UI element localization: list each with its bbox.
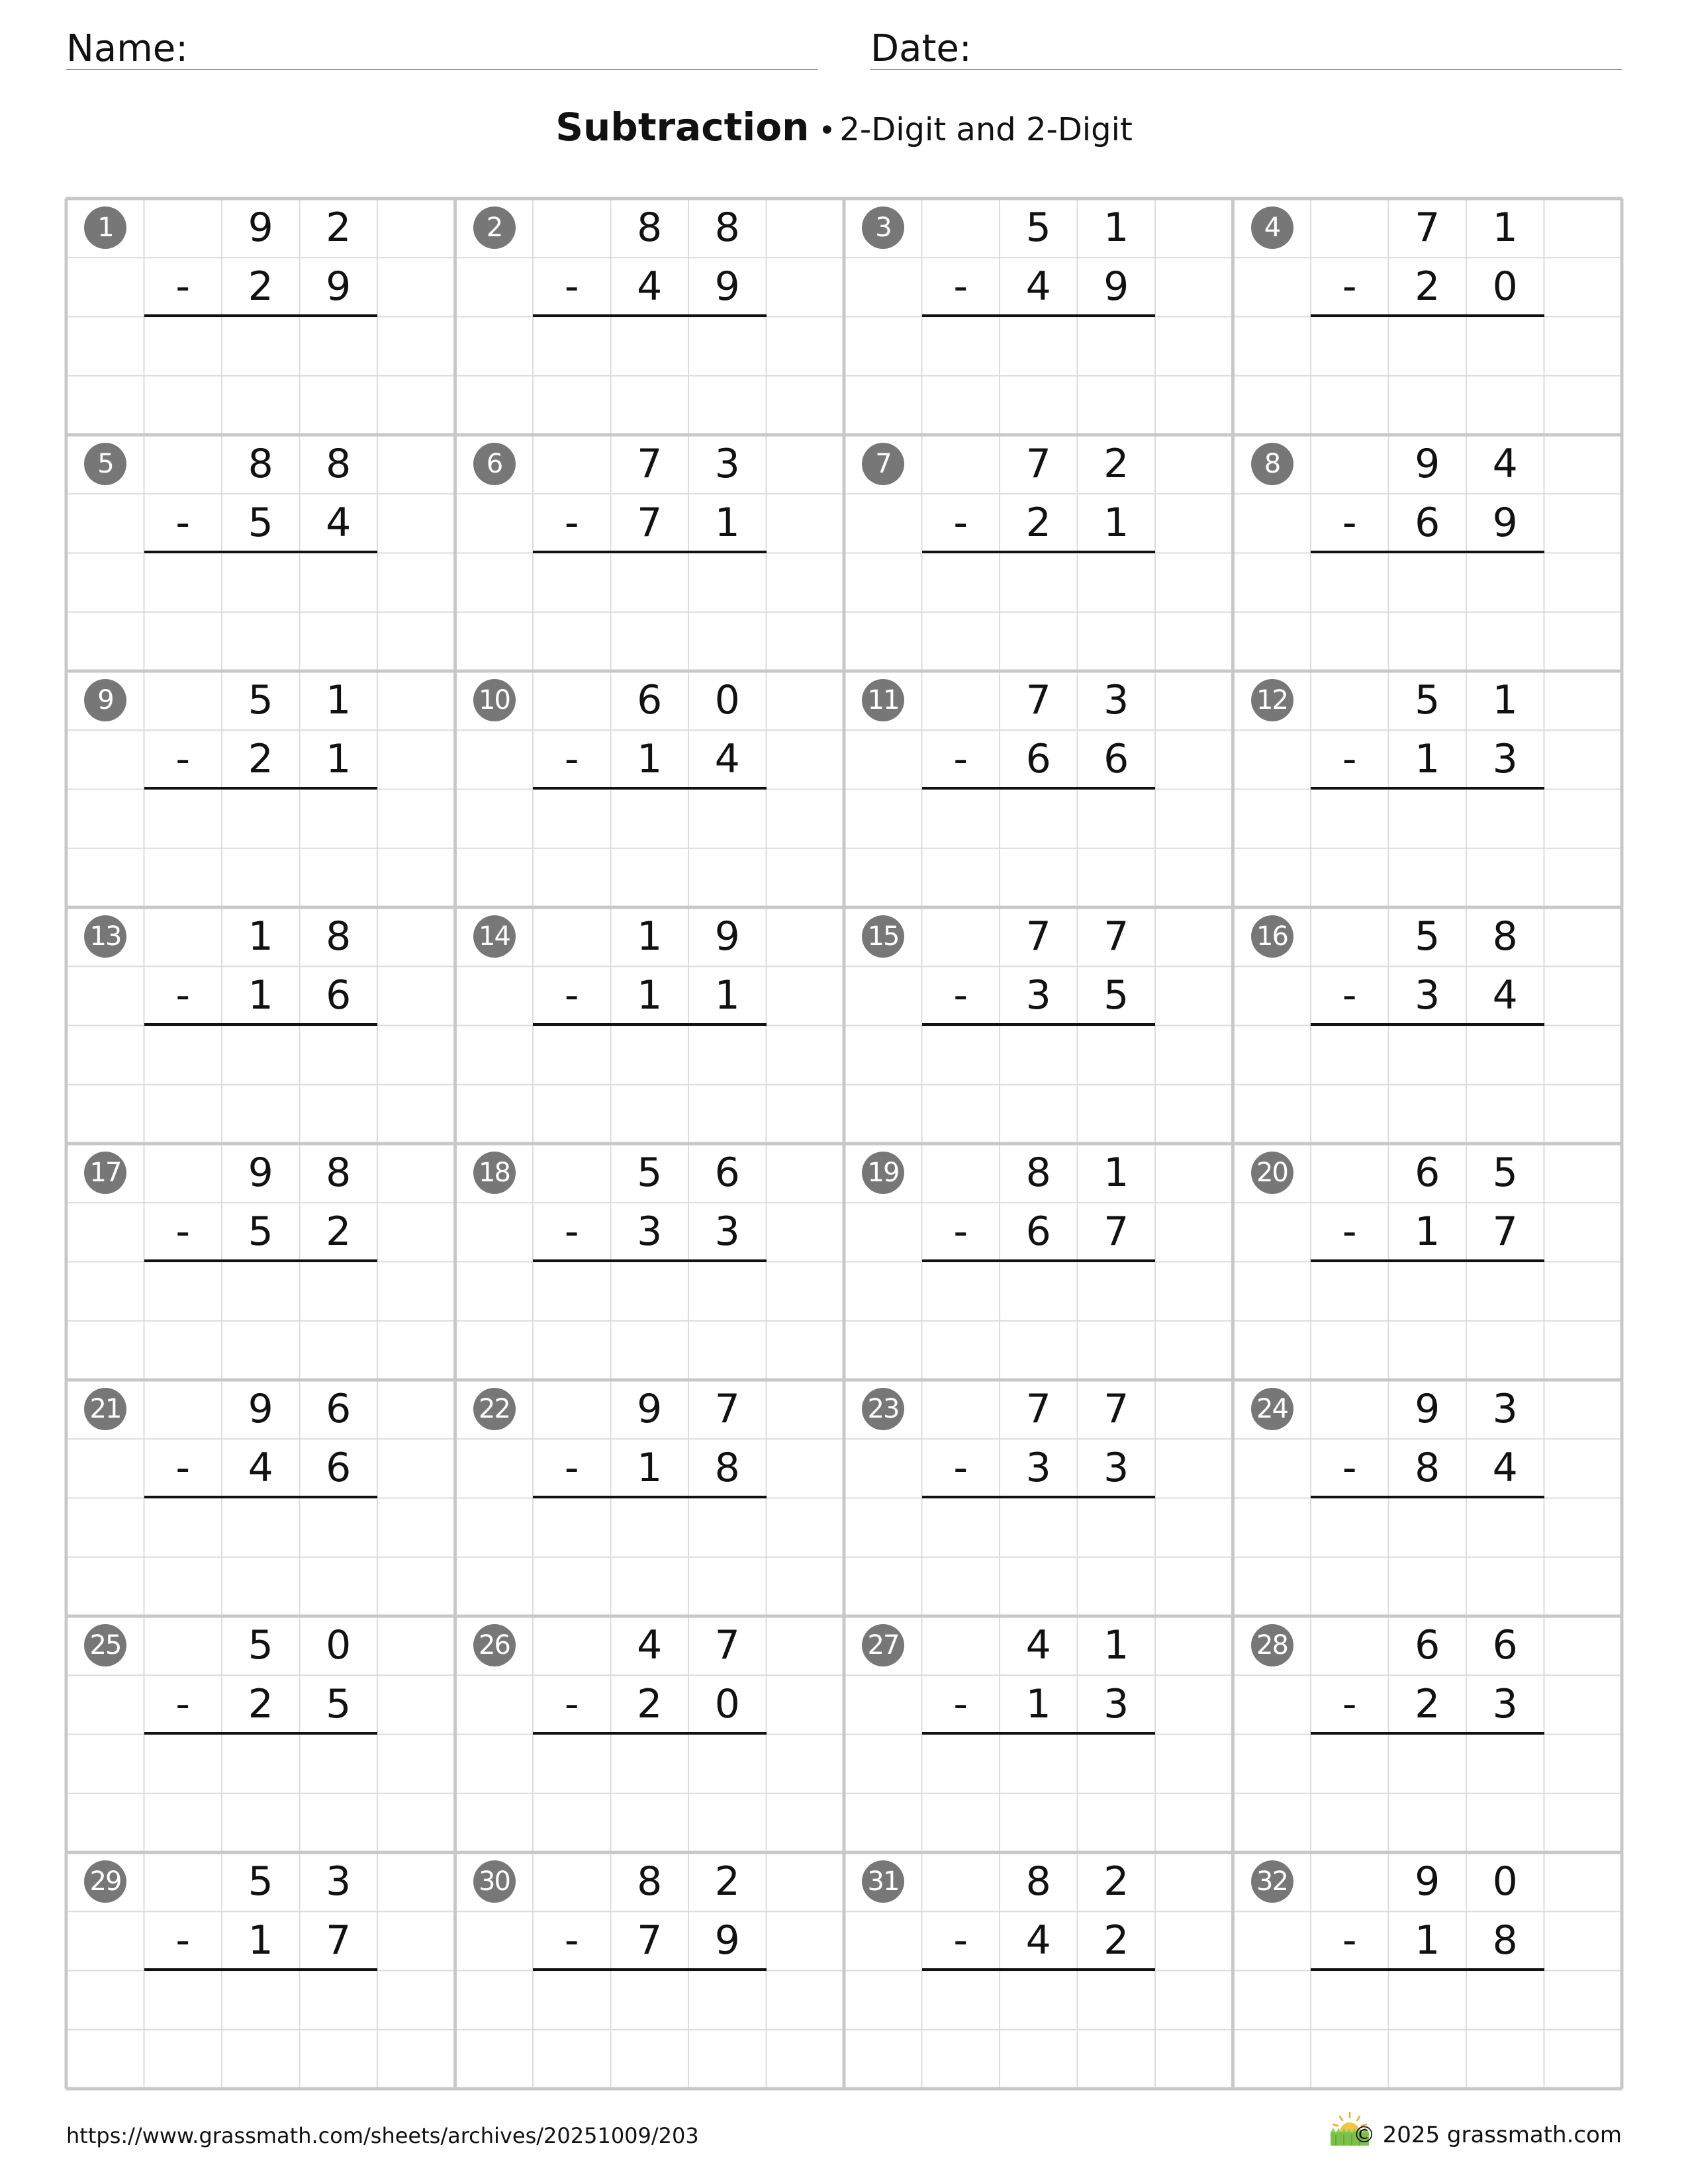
subtrahend-tens-digit: 2 xyxy=(248,1681,273,1728)
subtrahend-tens-digit: 3 xyxy=(637,1208,663,1255)
subtrahend-tens-digit: 3 xyxy=(1025,1445,1051,1492)
answer-line xyxy=(533,1732,767,1735)
subtrahend-ones-digit: 0 xyxy=(1492,263,1518,310)
minuend-tens-digit: 7 xyxy=(1415,205,1440,251)
minuend-tens-digit: 9 xyxy=(1415,1386,1440,1432)
problem-number-badge: 29 xyxy=(84,1860,126,1903)
subtrahend-ones-digit: 8 xyxy=(1492,1917,1518,1964)
subtrahend-tens-digit: 1 xyxy=(1415,736,1440,783)
answer-line xyxy=(144,1496,378,1498)
minus-operator: - xyxy=(564,1917,579,1964)
minuend-tens-digit: 5 xyxy=(637,1150,663,1196)
subtrahend-ones-digit: 9 xyxy=(326,263,352,310)
answer-line xyxy=(144,314,378,317)
subtrahend-ones-digit: 9 xyxy=(1103,263,1129,310)
problem-number-badge: 19 xyxy=(862,1152,904,1194)
problem-21 xyxy=(66,1380,455,1616)
minuend-ones-digit: 5 xyxy=(1492,1150,1518,1196)
subtrahend-tens-digit: 1 xyxy=(248,1917,273,1964)
minus-operator: - xyxy=(175,263,191,310)
minuend-tens-digit: 1 xyxy=(637,913,663,960)
minus-operator: - xyxy=(175,1681,191,1728)
subtrahend-ones-digit: 2 xyxy=(326,1208,352,1255)
answer-line xyxy=(144,551,378,553)
subtrahend-ones-digit: 6 xyxy=(326,1445,352,1492)
minuend-ones-digit: 1 xyxy=(326,677,352,723)
answer-line xyxy=(922,551,1156,553)
minus-operator: - xyxy=(564,972,579,1019)
minuend-ones-digit: 4 xyxy=(1492,441,1518,487)
date-field[interactable] xyxy=(870,26,1622,70)
subtrahend-tens-digit: 2 xyxy=(1415,1681,1440,1728)
subtrahend-tens-digit: 1 xyxy=(637,736,663,783)
minuend-tens-digit: 9 xyxy=(1415,441,1440,487)
answer-line xyxy=(1311,1732,1544,1735)
subtrahend-ones-digit: 3 xyxy=(714,1208,740,1255)
minuend-ones-digit: 8 xyxy=(1492,913,1518,960)
subtrahend-tens-digit: 5 xyxy=(248,500,273,547)
subtrahend-tens-digit: 7 xyxy=(637,500,663,547)
subtrahend-ones-digit: 2 xyxy=(1103,1917,1129,1964)
subtrahend-tens-digit: 2 xyxy=(1025,500,1051,547)
minuend-tens-digit: 7 xyxy=(1025,1386,1051,1432)
problem-13 xyxy=(66,907,455,1144)
problem-31 xyxy=(844,1852,1233,2089)
minuend-tens-digit: 5 xyxy=(248,1858,273,1905)
minuend-ones-digit: 6 xyxy=(1492,1622,1518,1668)
problem-number-badge: 4 xyxy=(1251,206,1293,249)
minuend-ones-digit: 3 xyxy=(714,441,740,487)
minuend-tens-digit: 5 xyxy=(1025,205,1051,251)
problem-number-badge: 24 xyxy=(1251,1388,1293,1430)
minuend-tens-digit: 8 xyxy=(1025,1858,1051,1905)
subtrahend-ones-digit: 8 xyxy=(714,1445,740,1492)
subtrahend-tens-digit: 1 xyxy=(1415,1208,1440,1255)
minus-operator: - xyxy=(953,1917,968,1964)
problem-4 xyxy=(1233,199,1622,435)
problem-number-badge: 23 xyxy=(862,1388,904,1430)
minuend-tens-digit: 5 xyxy=(1415,677,1440,723)
minuend-ones-digit: 2 xyxy=(714,1858,740,1905)
subtrahend-ones-digit: 0 xyxy=(714,1681,740,1728)
minuend-tens-digit: 9 xyxy=(1415,1858,1440,1905)
problem-1 xyxy=(66,199,455,435)
minuend-ones-digit: 3 xyxy=(1103,677,1129,723)
subtrahend-tens-digit: 2 xyxy=(637,1681,663,1728)
subtrahend-ones-digit: 9 xyxy=(714,263,740,310)
problem-number-badge: 18 xyxy=(473,1152,516,1194)
minuend-tens-digit: 6 xyxy=(637,677,663,723)
minuend-tens-digit: 8 xyxy=(637,1858,663,1905)
minuend-ones-digit: 3 xyxy=(326,1858,352,1905)
name-label: Name: xyxy=(66,27,189,70)
problem-10 xyxy=(455,671,845,907)
answer-line xyxy=(922,314,1156,317)
answer-line xyxy=(922,1259,1156,1262)
subtrahend-ones-digit: 3 xyxy=(1492,1681,1518,1728)
subtrahend-tens-digit: 2 xyxy=(248,263,273,310)
subtrahend-ones-digit: 9 xyxy=(714,1917,740,1964)
minuend-tens-digit: 9 xyxy=(248,1150,273,1196)
minuend-ones-digit: 3 xyxy=(1492,1386,1518,1432)
answer-line xyxy=(1311,1968,1544,1971)
minuend-ones-digit: 6 xyxy=(714,1150,740,1196)
minuend-tens-digit: 9 xyxy=(248,1386,273,1432)
problem-23 xyxy=(844,1380,1233,1616)
problem-7 xyxy=(844,435,1233,671)
problem-9 xyxy=(66,671,455,907)
minuend-ones-digit: 9 xyxy=(714,913,740,960)
subtrahend-ones-digit: 1 xyxy=(714,500,740,547)
minuend-ones-digit: 7 xyxy=(1103,1386,1129,1432)
answer-line xyxy=(1311,551,1544,553)
minuend-tens-digit: 4 xyxy=(637,1622,663,1668)
minus-operator: - xyxy=(175,500,191,547)
minuend-ones-digit: 1 xyxy=(1492,677,1518,723)
answer-line xyxy=(533,1023,767,1026)
problem-3 xyxy=(844,199,1233,435)
name-field[interactable] xyxy=(66,26,818,70)
answer-line xyxy=(1311,1259,1544,1262)
minus-operator: - xyxy=(564,736,579,783)
problem-11 xyxy=(844,671,1233,907)
problem-number-badge: 7 xyxy=(862,443,904,485)
minuend-tens-digit: 1 xyxy=(248,913,273,960)
problem-number-badge: 15 xyxy=(862,915,904,958)
problem-number-badge: 32 xyxy=(1251,1860,1293,1903)
problem-number-badge: 9 xyxy=(84,679,126,721)
subtrahend-ones-digit: 5 xyxy=(326,1681,352,1728)
minuend-ones-digit: 0 xyxy=(1492,1858,1518,1905)
subtrahend-tens-digit: 6 xyxy=(1025,736,1051,783)
subtrahend-tens-digit: 6 xyxy=(1415,500,1440,547)
minuend-ones-digit: 8 xyxy=(714,205,740,251)
answer-line xyxy=(1311,1023,1544,1026)
minuend-tens-digit: 7 xyxy=(1025,913,1051,960)
minuend-ones-digit: 1 xyxy=(1103,1150,1129,1196)
footer-url: https://www.grassmath.com/sheets/archives/20251009/203 xyxy=(66,2123,699,2148)
answer-line xyxy=(922,1496,1156,1498)
problem-number-badge: 13 xyxy=(84,915,126,958)
problem-number-badge: 1 xyxy=(84,206,126,249)
subtrahend-tens-digit: 5 xyxy=(248,1208,273,1255)
minuend-tens-digit: 6 xyxy=(1415,1622,1440,1668)
problem-number-badge: 17 xyxy=(84,1152,126,1194)
minus-operator: - xyxy=(1342,500,1357,547)
problem-27 xyxy=(844,1616,1233,1852)
subtrahend-tens-digit: 4 xyxy=(1025,263,1051,310)
answer-line xyxy=(144,1732,378,1735)
minus-operator: - xyxy=(953,1208,968,1255)
minus-operator: - xyxy=(1342,736,1357,783)
problem-8 xyxy=(1233,435,1622,671)
problem-25 xyxy=(66,1616,455,1852)
answer-line xyxy=(533,1259,767,1262)
problem-grid xyxy=(66,199,1622,2089)
minus-operator: - xyxy=(175,1917,191,1964)
minuend-ones-digit: 7 xyxy=(714,1386,740,1432)
problem-5 xyxy=(66,435,455,671)
subtrahend-tens-digit: 1 xyxy=(637,1445,663,1492)
answer-line xyxy=(533,787,767,790)
title-text: Subtraction xyxy=(555,105,810,150)
answer-line xyxy=(144,787,378,790)
problem-15 xyxy=(844,907,1233,1144)
subtrahend-tens-digit: 4 xyxy=(1025,1917,1051,1964)
minuend-tens-digit: 8 xyxy=(637,205,663,251)
minus-operator: - xyxy=(1342,1917,1357,1964)
subtitle-text: 2-Digit and 2-Digit xyxy=(839,111,1133,148)
problem-24 xyxy=(1233,1380,1622,1616)
problem-number-badge: 27 xyxy=(862,1624,904,1666)
minus-operator: - xyxy=(953,263,968,310)
problem-20 xyxy=(1233,1144,1622,1380)
problem-number-badge: 25 xyxy=(84,1624,126,1666)
subtrahend-ones-digit: 9 xyxy=(1492,500,1518,547)
subtrahend-tens-digit: 4 xyxy=(637,263,663,310)
subtrahend-ones-digit: 7 xyxy=(326,1917,352,1964)
subtrahend-ones-digit: 1 xyxy=(326,736,352,783)
subtrahend-ones-digit: 4 xyxy=(1492,1445,1518,1492)
minus-operator: - xyxy=(953,500,968,547)
subtrahend-ones-digit: 6 xyxy=(326,972,352,1019)
problem-number-badge: 2 xyxy=(473,206,516,249)
minus-operator: - xyxy=(175,736,191,783)
subtrahend-ones-digit: 3 xyxy=(1103,1445,1129,1492)
answer-line xyxy=(533,1496,767,1498)
subtrahend-tens-digit: 3 xyxy=(1025,972,1051,1019)
problem-number-badge: 12 xyxy=(1251,679,1293,721)
minuend-tens-digit: 8 xyxy=(1025,1150,1051,1196)
problem-number-badge: 20 xyxy=(1251,1152,1293,1194)
title-bullet: • xyxy=(818,114,836,148)
minuend-ones-digit: 2 xyxy=(1103,1858,1129,1905)
minus-operator: - xyxy=(564,1681,579,1728)
minuend-tens-digit: 9 xyxy=(637,1386,663,1432)
minus-operator: - xyxy=(564,1208,579,1255)
problem-number-badge: 5 xyxy=(84,443,126,485)
answer-line xyxy=(533,1968,767,1971)
answer-line xyxy=(533,314,767,317)
minuend-tens-digit: 8 xyxy=(248,441,273,487)
answer-line xyxy=(144,1259,378,1262)
minus-operator: - xyxy=(1342,1681,1357,1728)
minuend-ones-digit: 7 xyxy=(714,1622,740,1668)
minuend-tens-digit: 7 xyxy=(1025,677,1051,723)
answer-line xyxy=(1311,1496,1544,1498)
minuend-tens-digit: 4 xyxy=(1025,1622,1051,1668)
problem-number-badge: 6 xyxy=(473,443,516,485)
subtrahend-tens-digit: 4 xyxy=(248,1445,273,1492)
problem-number-badge: 11 xyxy=(862,679,904,721)
answer-line xyxy=(533,551,767,553)
problem-12 xyxy=(1233,671,1622,907)
minuend-tens-digit: 9 xyxy=(248,205,273,251)
problem-number-badge: 28 xyxy=(1251,1624,1293,1666)
minus-operator: - xyxy=(953,1445,968,1492)
answer-line xyxy=(922,1968,1156,1971)
minuend-ones-digit: 2 xyxy=(326,205,352,251)
minuend-ones-digit: 0 xyxy=(714,677,740,723)
problem-number-badge: 14 xyxy=(473,915,516,958)
minus-operator: - xyxy=(953,736,968,783)
subtrahend-ones-digit: 6 xyxy=(1103,736,1129,783)
subtrahend-ones-digit: 4 xyxy=(1492,972,1518,1019)
minus-operator: - xyxy=(953,972,968,1019)
problem-16 xyxy=(1233,907,1622,1144)
answer-line xyxy=(922,787,1156,790)
answer-line xyxy=(1311,787,1544,790)
subtrahend-ones-digit: 1 xyxy=(714,972,740,1019)
minuend-tens-digit: 7 xyxy=(637,441,663,487)
subtrahend-tens-digit: 8 xyxy=(1415,1445,1440,1492)
problem-26 xyxy=(455,1616,845,1852)
minus-operator: - xyxy=(175,1445,191,1492)
minuend-ones-digit: 1 xyxy=(1103,205,1129,251)
subtrahend-ones-digit: 4 xyxy=(326,500,352,547)
minus-operator: - xyxy=(1342,1208,1357,1255)
problem-number-badge: 26 xyxy=(473,1624,516,1666)
problem-22 xyxy=(455,1380,845,1616)
subtrahend-tens-digit: 2 xyxy=(248,736,273,783)
subtrahend-ones-digit: 7 xyxy=(1492,1208,1518,1255)
subtrahend-ones-digit: 7 xyxy=(1103,1208,1129,1255)
problem-18 xyxy=(455,1144,845,1380)
minus-operator: - xyxy=(564,500,579,547)
problem-number-badge: 16 xyxy=(1251,915,1293,958)
minus-operator: - xyxy=(564,1445,579,1492)
minus-operator: - xyxy=(1342,1445,1357,1492)
minuend-tens-digit: 5 xyxy=(1415,913,1440,960)
minuend-ones-digit: 1 xyxy=(1492,205,1518,251)
date-label: Date: xyxy=(870,27,972,70)
subtrahend-ones-digit: 1 xyxy=(1103,500,1129,547)
problem-19 xyxy=(844,1144,1233,1380)
minuend-ones-digit: 2 xyxy=(1103,441,1129,487)
problem-30 xyxy=(455,1852,845,2089)
minuend-ones-digit: 8 xyxy=(326,441,352,487)
answer-line xyxy=(922,1023,1156,1026)
problem-28 xyxy=(1233,1616,1622,1852)
minus-operator: - xyxy=(1342,972,1357,1019)
problem-number-badge: 3 xyxy=(862,206,904,249)
minuend-tens-digit: 7 xyxy=(1025,441,1051,487)
worksheet-title xyxy=(0,105,1688,150)
minuend-ones-digit: 7 xyxy=(1103,913,1129,960)
footer-copyright: © 2025 grassmath.com xyxy=(1352,2122,1622,2148)
minuend-tens-digit: 6 xyxy=(1415,1150,1440,1196)
subtrahend-tens-digit: 1 xyxy=(1025,1681,1051,1728)
subtrahend-ones-digit: 5 xyxy=(1103,972,1129,1019)
subtrahend-tens-digit: 2 xyxy=(1415,263,1440,310)
problem-17 xyxy=(66,1144,455,1380)
subtrahend-tens-digit: 6 xyxy=(1025,1208,1051,1255)
minuend-ones-digit: 0 xyxy=(326,1622,352,1668)
problem-14 xyxy=(455,907,845,1144)
problem-number-badge: 10 xyxy=(473,679,516,721)
subtrahend-tens-digit: 1 xyxy=(637,972,663,1019)
minus-operator: - xyxy=(175,972,191,1019)
problem-2 xyxy=(455,199,845,435)
answer-line xyxy=(144,1023,378,1026)
subtrahend-tens-digit: 3 xyxy=(1415,972,1440,1019)
problem-29 xyxy=(66,1852,455,2089)
subtrahend-tens-digit: 1 xyxy=(1415,1917,1440,1964)
problem-6 xyxy=(455,435,845,671)
minuend-ones-digit: 6 xyxy=(326,1386,352,1432)
minuend-tens-digit: 5 xyxy=(248,677,273,723)
minuend-ones-digit: 1 xyxy=(1103,1622,1129,1668)
minus-operator: - xyxy=(1342,263,1357,310)
subtrahend-ones-digit: 3 xyxy=(1103,1681,1129,1728)
subtrahend-ones-digit: 3 xyxy=(1492,736,1518,783)
subtrahend-tens-digit: 1 xyxy=(248,972,273,1019)
minuend-tens-digit: 5 xyxy=(248,1622,273,1668)
answer-line xyxy=(922,1732,1156,1735)
problem-number-badge: 8 xyxy=(1251,443,1293,485)
subtrahend-ones-digit: 4 xyxy=(714,736,740,783)
minuend-ones-digit: 8 xyxy=(326,913,352,960)
problem-number-badge: 30 xyxy=(473,1860,516,1903)
answer-line xyxy=(144,1968,378,1971)
problem-number-badge: 31 xyxy=(862,1860,904,1903)
minus-operator: - xyxy=(953,1681,968,1728)
problem-number-badge: 22 xyxy=(473,1388,516,1430)
subtrahend-tens-digit: 7 xyxy=(637,1917,663,1964)
problem-32 xyxy=(1233,1852,1622,2089)
minuend-ones-digit: 8 xyxy=(326,1150,352,1196)
problem-number-badge: 21 xyxy=(84,1388,126,1430)
minus-operator: - xyxy=(175,1208,191,1255)
answer-line xyxy=(1311,314,1544,317)
minus-operator: - xyxy=(564,263,579,310)
